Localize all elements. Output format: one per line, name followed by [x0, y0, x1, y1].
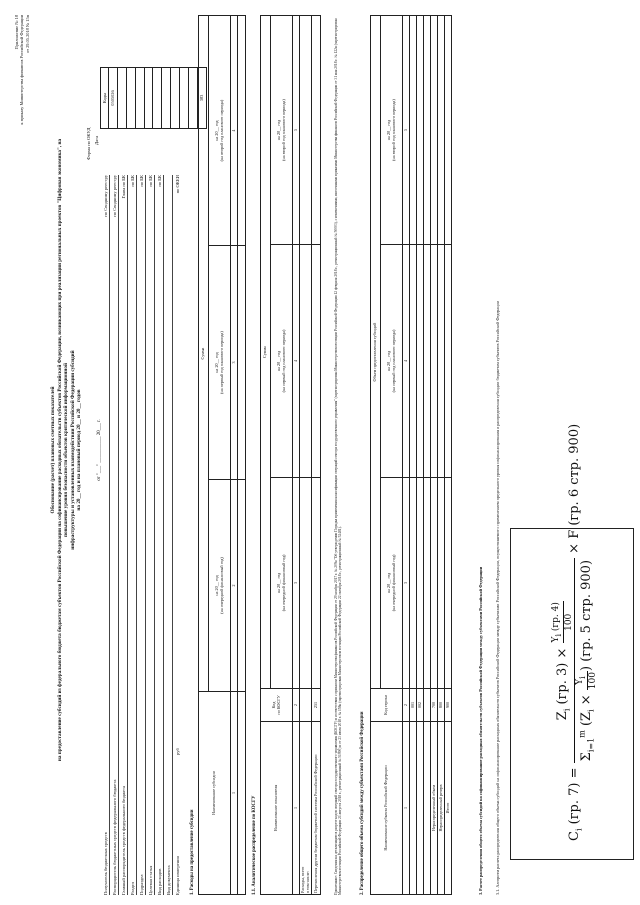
table-cell: [424, 245, 431, 478]
year-sub: (на первый год планового периода): [280, 329, 286, 393]
section2-col-code: Код строки: [371, 689, 403, 722]
section1-col-sum: Сумма: [199, 16, 209, 692]
row-code: 700: [431, 689, 438, 722]
appendix-line: Приложение № 18: [14, 15, 19, 50]
table-cell: [312, 16, 321, 245]
formula-y-arg: (гр. 4): [551, 602, 561, 632]
codes-cell: [189, 68, 198, 128]
section11-year-cell: [271, 477, 293, 688]
table-cell: [417, 477, 424, 688]
year-sub: (на второй год планового периода): [218, 99, 224, 162]
table-cell: [424, 16, 431, 245]
section2-year-cell: [381, 245, 403, 478]
row-total-label: Расходы, всего: [299, 866, 305, 893]
table-cell: [438, 477, 445, 688]
formula-den-subfraction-top: [575, 671, 588, 690]
formula-lhs-sub: i: [574, 828, 584, 832]
table-cell: [410, 16, 417, 245]
section2-year-cell: [381, 477, 403, 688]
formula-main-fraction: [551, 558, 598, 763]
formula-sum-range: i=1: [586, 737, 596, 753]
year-sub: (на первый год планового периода): [390, 329, 396, 393]
row-code: 002: [417, 689, 424, 722]
table-cell: [312, 477, 321, 688]
column-number: 2: [403, 689, 410, 722]
year-line: на 20__ год: [213, 575, 219, 596]
column-number: 1: [293, 722, 300, 895]
formula-den-subfraction-bottom: 100: [587, 672, 598, 690]
row-reserve2-label: Нераспределенный резерв: [438, 722, 445, 895]
row-code: 001: [410, 689, 417, 722]
requisite-label: Вид документа: [166, 865, 171, 895]
requisite-label: Единица измерения: [175, 856, 180, 895]
section31-title: 3.1. Алгоритм расчета распределения общего объема субсидий на софинансирование расходных обязательств субъектов Российской Федерации между субъектами Российской Федерации, осуществляемое с применением предельного уровня софинансирования и распределения субсидии бюджетам субъектов Российской Федерации: [495, 301, 500, 895]
table-cell: [424, 689, 431, 722]
codes-box: [100, 67, 207, 129]
section11-year-cell: [271, 245, 293, 478]
column-number: 3: [403, 477, 410, 688]
footnote-text: Примечание: Сведения на детализацию в разрезе кодов операций сектора государственного управления (КОСГУ) в соответствии с приказом Министерства финансов Российской Федерации от 29 ноября 2017 г. № 209н "Об утверждении Порядка применения классификации операций сектора государственного управления" (зарегистрирован Министерством юстиции Российской Федерации 12 февраля 2018 г., регистрационный № 50003), с изменениями, внесенными приказами Министерства финансов Российской Федерации от 31 мая 2018 г. № 122н (зарегистрирован Министерством юстиции Российской Федерации 21 августа 2018 г., регистрационный № 51990) и от 23 июля 2018 г. № 158н (зарегистрирован Министерством юстиции Российской Федерации 22 октября 2018 г., регистрационный № 52481).: [334, 18, 343, 895]
table-cell: [300, 16, 312, 245]
table-cell: [445, 477, 452, 688]
table-cell: [300, 477, 312, 688]
requisite-code-label: по БК: [139, 175, 144, 187]
date-label: Дата: [94, 135, 99, 145]
requisite-row: [172, 175, 181, 895]
codes-cell: [171, 68, 180, 128]
col-code-line: Код: [270, 701, 276, 709]
row-reserve-label: Нераспределенный объем: [431, 722, 438, 895]
title-line: на 20__ год и на плановый период 20__ и 20__ годов: [76, 389, 82, 511]
formula-num-subfraction-top: [551, 601, 564, 643]
codes-cell: [180, 68, 189, 128]
row-code: 251: [312, 689, 321, 722]
year-sub: (на первый год планового периода): [218, 331, 224, 394]
section2-col-name: Наименование субъекта Российской Федерации: [371, 722, 403, 895]
formula-y-sub: i: [553, 633, 563, 637]
formula-num-z-arg: (гр. 3) ×: [554, 647, 570, 705]
table-cell: [438, 16, 445, 245]
column-number: 2: [231, 479, 238, 691]
formula-num-z: Z: [554, 711, 570, 721]
title-line: инфраструктуры и установленных взаимодействии Российской Федерации субсидий: [69, 350, 76, 550]
section1-year-cell: [209, 479, 231, 691]
formula-lhs-arg: (гр. 7): [566, 782, 582, 825]
table-cell: [417, 16, 424, 245]
section11-title: 1.1. Аналитическое распределение по КОСГУ: [252, 795, 257, 895]
formula-rhs: × F (гр. 6 стр. 900): [566, 423, 582, 554]
table-cell: [238, 692, 246, 895]
section2-title: 2. Распределение общего объема субсидий между субъектами Российской Федерации: [360, 711, 365, 895]
table-cell: [300, 245, 312, 478]
table-cell: [445, 245, 452, 478]
section1-year-cell: [209, 16, 231, 246]
requisite-code-label: по БК: [148, 175, 153, 187]
section11-col-sum: Сумма: [261, 16, 271, 689]
codes-cell: [162, 68, 171, 128]
year-sub: (на второй год планового периода): [390, 99, 396, 161]
formula-sum-upper: m: [577, 730, 587, 738]
year-line: на 20__ год: [385, 572, 391, 594]
year-line: на 20__ год: [213, 352, 219, 373]
table-cell: [238, 16, 246, 246]
appendix-line: к приказу Министерства финансов Российской Федерации: [19, 15, 25, 125]
formula-den-tail: ) (гр. 5 стр. 900): [578, 559, 594, 671]
year-line: на 20__ год: [275, 572, 281, 594]
requisite-label: Главный распорядитель средств федерального бюджета: [121, 785, 126, 895]
requisite-code-label: Глава по БК: [121, 175, 126, 199]
requisite-label: Подраздел: [139, 874, 144, 895]
formula-lhs: C: [566, 831, 582, 841]
row-total-label: Итого: [445, 722, 452, 895]
column-number: 3: [293, 477, 300, 688]
section11-col-code: [261, 689, 293, 722]
requisite-code-label: по ОКЕИ: [175, 175, 180, 194]
formula-den-body-sub: i: [586, 709, 596, 712]
appendix-line: от 29.05.2018 № 15н: [24, 15, 30, 54]
codes-cell: 0505026: [109, 68, 118, 128]
requisite-code-label: по БК: [157, 175, 162, 187]
formula-equals: =: [566, 767, 582, 779]
row-label: [300, 722, 312, 895]
column-number: 4: [231, 16, 238, 246]
year-line: на 20__ год: [275, 119, 281, 141]
table-cell: [410, 245, 417, 478]
year-line: на 20__ год: [385, 119, 391, 141]
table-cell: [238, 246, 246, 480]
formula-num-subfraction: [551, 601, 574, 643]
table-cell: [431, 16, 438, 245]
document-title: [50, 125, 83, 775]
column-number: 5: [403, 16, 410, 245]
codes-cell: [145, 68, 154, 128]
column-number: 4: [293, 245, 300, 478]
table-cell: [312, 245, 321, 478]
title-line: на предоставление субсидий из федерального бюджета бюджетам субъектов Российской Федерации на софинансирование расходных обязательств субъектов Российской Федерации, возникающих при реализации региональных проектов "Цифровая экономика", на повышение уровня безопасности объектов критической информационной: [56, 138, 69, 762]
col-code-line: по КОСГУ: [275, 695, 281, 715]
formula-box: [510, 423, 634, 860]
section2-table: [370, 15, 452, 895]
year-sub: (на очередной финансовый год): [390, 554, 396, 612]
formula-den-mult: ×: [578, 694, 594, 706]
formula-den-y-sub: i: [577, 676, 587, 679]
formula-den-body: (Z: [578, 711, 594, 727]
table-cell: [410, 477, 417, 688]
row-code: 800: [438, 689, 445, 722]
codes-cell: [127, 68, 136, 128]
section3-title: 3. Расчет распределения общего объема субсидий на софинансирование расходных обязательств субъектов Российской Федерации между субъектами Российской Федерации: [478, 566, 483, 895]
row-incl-label: в том числе:: [304, 871, 310, 893]
formula-y: Y: [551, 636, 561, 643]
section1-year-cell: [209, 246, 231, 480]
year-sub: (на очередной финансовый год): [218, 557, 224, 614]
table-cell: [445, 16, 452, 245]
year-sub: (на очередной финансовый год): [280, 554, 286, 612]
codes-cell: 383: [198, 94, 204, 102]
codes-head: Коды: [101, 68, 109, 128]
section1-table: [198, 15, 246, 895]
table-cell: [238, 479, 246, 691]
requisite-label: Получатель бюджетных средств: [103, 832, 108, 895]
column-number: 2: [293, 689, 300, 722]
formula-num-subfraction-bottom: 100: [563, 613, 574, 631]
codes-cell: [118, 68, 127, 128]
table-cell: [431, 245, 438, 478]
section1-col-name: Наименование субсидии: [199, 692, 231, 895]
row-code: 900: [445, 689, 452, 722]
requisite-label: Вид расходов: [157, 868, 162, 895]
column-number: 3: [231, 246, 238, 480]
formula-num-z-sub: i: [562, 708, 572, 712]
formula-numerator: [551, 558, 575, 763]
table-cell: [431, 477, 438, 688]
section1-title: 1. Расходы на предоставление субсидии: [190, 809, 195, 895]
column-number: 1: [403, 722, 410, 895]
year-line: на 20__ год: [385, 350, 391, 372]
section2-col-sum: Объем предоставления субсидий: [371, 16, 381, 689]
formula-sum-sign: Σ: [578, 752, 594, 762]
table-cell: [424, 477, 431, 688]
row-transfer-label: Перечисления другим бюджетам бюджетной системы Российской Федерации: [312, 722, 321, 895]
section11-table: [260, 15, 321, 895]
formula-den-subfraction: [575, 671, 598, 690]
year-line: на 20__ год: [213, 120, 219, 141]
document-date: от "___" ___________ 20___ г.: [97, 419, 102, 481]
requisite-code-label: по БК: [130, 175, 135, 187]
codes-cell: [136, 68, 145, 128]
table-cell: [410, 722, 417, 895]
column-number: 5: [293, 16, 300, 245]
section11-year-cell: [271, 16, 293, 245]
formula-denominator: [575, 558, 598, 763]
table-cell: [424, 722, 431, 895]
requisite-label: Распорядитель бюджетных средств федерального бюджета: [112, 779, 117, 895]
year-line: на 20__ год: [275, 350, 281, 372]
requisite-code-label: по Сводному реестру: [112, 175, 117, 217]
table-cell: [438, 245, 445, 478]
appendix-header: [14, 15, 30, 145]
codes-cell: [153, 68, 162, 128]
form-okud-label: Форма по ОКУД: [86, 127, 91, 160]
year-sub: (на второй год планового периода): [280, 99, 286, 161]
column-number: 1: [231, 692, 238, 895]
formula-den-y: Y: [574, 678, 585, 685]
requisite-code-label: по Сводному реестру: [103, 175, 108, 217]
table-cell: [300, 689, 312, 722]
distribution-formula: [551, 424, 598, 841]
column-number: 4: [403, 245, 410, 478]
table-cell: [417, 245, 424, 478]
section2-year-cell: [381, 16, 403, 245]
section11-col-name: Наименование показателя: [261, 722, 293, 895]
table-cell: [417, 722, 424, 895]
title-line: Обоснование (расчет) плановых сметных показателей: [50, 386, 56, 514]
unit-value: руб: [174, 748, 180, 755]
requisite-label: Раздел: [130, 882, 135, 895]
requisite-label: Целевая статья: [148, 865, 153, 895]
